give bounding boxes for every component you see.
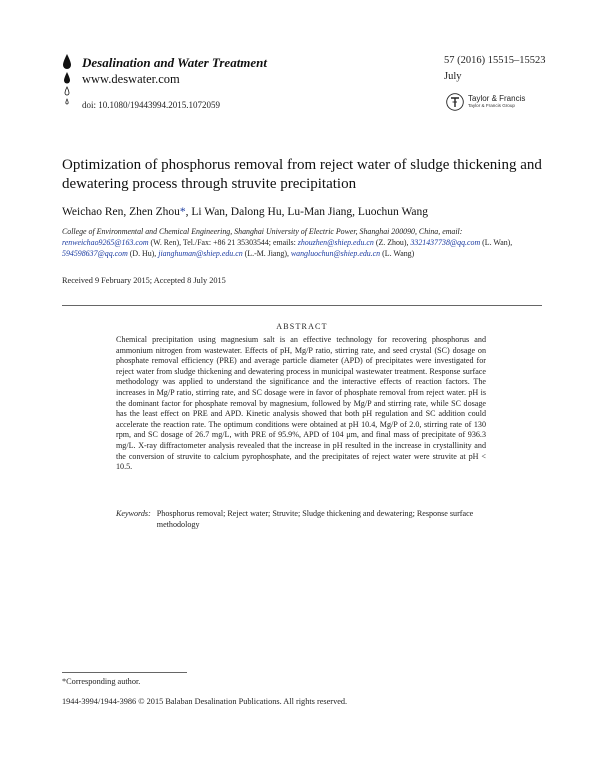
authors-first: Weichao Ren, Zhen Zhou <box>62 206 180 218</box>
issue-month: July <box>444 71 462 82</box>
taylor-francis-icon <box>446 93 464 111</box>
email-link[interactable]: wangluochun@shiep.edu.cn <box>290 249 381 258</box>
email-owner: (Z. Zhou), <box>375 238 409 247</box>
doi[interactable]: doi: 10.1080/19443994.2015.1072059 <box>82 100 221 110</box>
affiliation <box>62 226 542 259</box>
journal-url[interactable]: www.deswater.com <box>82 72 180 86</box>
publisher-logo <box>446 93 525 111</box>
email-link[interactable]: jianghuman@shiep.edu.cn <box>158 249 243 258</box>
journal-name: Desalination and Water Treatment <box>82 55 268 70</box>
journal-logo-drops-icon <box>60 52 74 112</box>
corresponding-marker[interactable]: * <box>179 206 186 218</box>
footnote-divider <box>62 672 187 673</box>
email-owner: (L.-M. Jiang), <box>244 249 289 258</box>
email-label: email: <box>442 227 463 236</box>
abstract-body: Chemical precipitation using magnesium salt is an effective technology for recovering phosphorus and ammonium nitrogen from wastewater. Effects of pH, Mg/P ratio, stirring rate, and seed crystal (SC) dosage on phosphate removal efficiency (PRE) and average particle diameter (APD) of precipitates were investigated for reject water from sludge thickening and dewatering process in municipal wastewater treatment. Response surface methodology was applied to understand the significance and the interactive effects of reaction factors. The increases in Mg/P ratio, stirring rate, and SC dosage were in favor of phosphate removal from reject water. pH is the dominant factor for phosphate removal by magnesium, followed by Mg/P and stirring rate, while SC dosage has the least effect on PRE and APD. Kinetic analysis showed that both pH regulation and SC addition could accelerate the reaction rate. The optimum conditions were obtained at pH 10.4, Mg/P of 2.0, stirring rate of 130 rpm, and SC dosage of 26.7 mg/L, with PRE of 95.9%, APD of 104 μm, and final mass of precipitate of 936.3 mg/L. X-ray diffractometer analysis revealed that the increase in pH resulted in the increase in crystallinity and the conversion of struvite to calcium pyrophosphate, and the precipitates of reject water were struvite at pH < 10.5. <box>116 335 486 472</box>
keywords-label: Keywords: <box>116 509 151 518</box>
authors-rest: , Li Wan, Dalong Hu, Lu-Man Jiang, Luochun Wang <box>185 206 429 218</box>
email-link[interactable]: zhouzhen@shiep.edu.cn <box>297 238 374 247</box>
publisher-name: Taylor & Francis <box>468 94 526 104</box>
keywords <box>116 509 488 530</box>
email-owner: (L. Wan), <box>482 238 513 247</box>
received-dates: Received 9 February 2015; Accepted 8 July 2015 <box>62 276 226 285</box>
volume-pages: 57 (2016) 15515–15523 <box>444 55 546 66</box>
email-owner: (W. Ren), Tel./Fax: +86 21 35303544; emails: <box>150 238 296 247</box>
email-link[interactable]: 594598637@qq.com <box>62 249 128 258</box>
corresponding-author-note: *Corresponding author. <box>62 677 141 686</box>
keywords-text: Phosphorus removal; Reject water; Struvite; Sludge thickening and dewatering; Response surface methodology <box>156 509 474 529</box>
institution: College of Environmental and Chemical Engineering, Shanghai University of Electric Power, Shanghai 200090, China, <box>62 227 441 236</box>
email-link[interactable]: 3321437738@qq.com <box>410 238 481 247</box>
copyright: 1944-3994/1944-3986 © 2015 Balaban Desalination Publications. All rights reserved. <box>62 697 348 706</box>
email-link[interactable]: renweichao9265@163.com <box>62 238 149 247</box>
paper-title: Optimization of phosphorus removal from reject water of sludge thickening and dewatering process through struvite precipitation <box>62 157 542 192</box>
abstract-heading: ABSTRACT <box>276 322 328 331</box>
divider <box>62 305 542 306</box>
email-owner: (D. Hu), <box>129 249 157 258</box>
publisher-group: Taylor & Francis Group <box>468 103 515 109</box>
email-owner: (L. Wang) <box>382 249 415 258</box>
author-list <box>62 206 428 218</box>
